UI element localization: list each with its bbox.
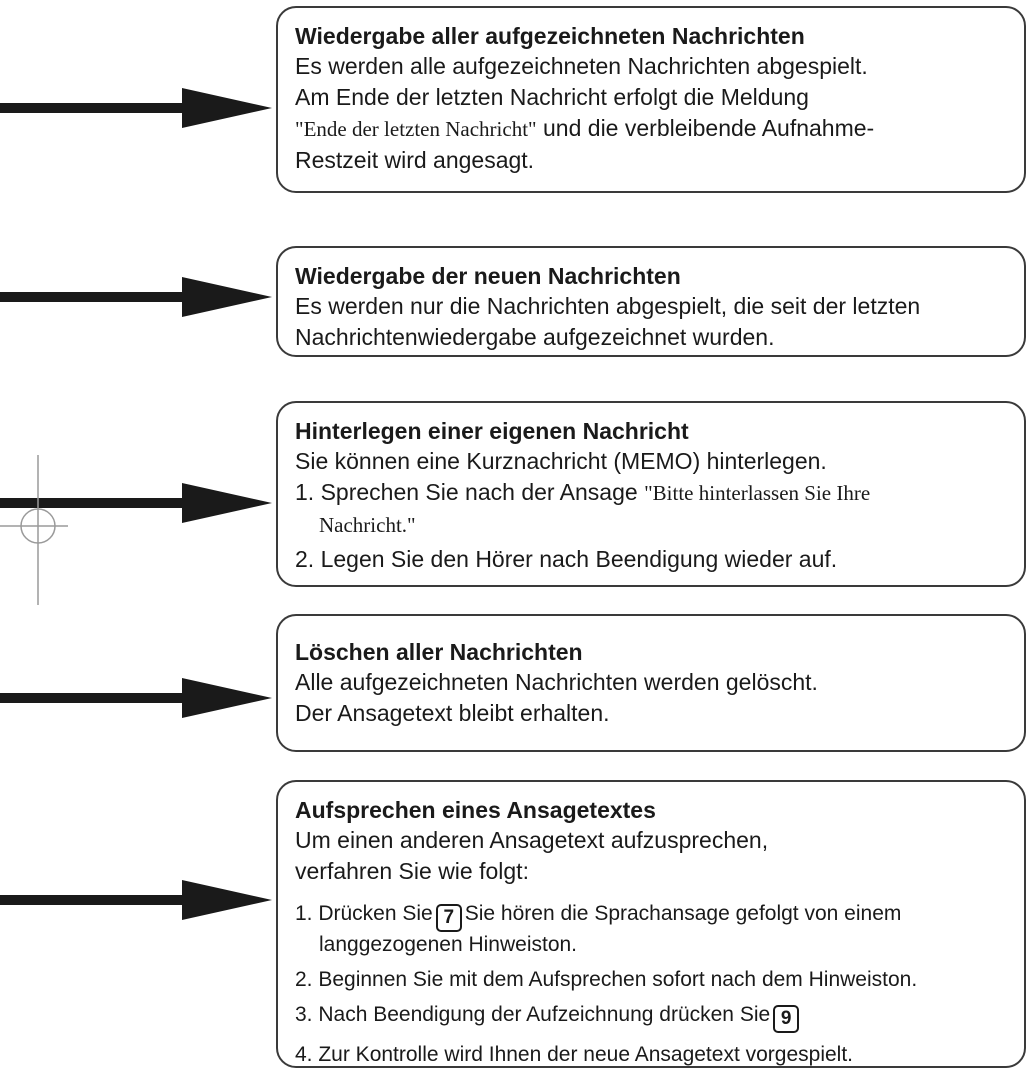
text-fragment: und die verbleibende Aufnahme- [536,115,875,141]
section-title: Aufsprechen eines Ansagetextes [295,797,656,823]
arrow-icon [0,878,272,922]
quoted-announcement: Nachricht." [319,513,416,537]
info-box-delete-all [276,614,1026,752]
info-box-playback-all [276,6,1026,193]
text-line: Sie können eine Kurznachricht (MEMO) hinterlegen. [295,448,827,474]
step-1-continued [295,509,1024,541]
key-9-icon: 9 [773,1005,799,1033]
text-fragment: 1. Sprechen Sie nach der Ansage [295,479,645,505]
step-2: 2. Beginnen Sie mit dem Aufsprechen sofort nach dem Hinweiston. [295,968,918,991]
step-3 [295,1002,1024,1033]
text-line: Alle aufgezeichneten Nachrichten werden gelöscht. [295,669,818,695]
step-1-continued: langgezogenen Hinweiston. [319,933,578,956]
quoted-announcement: "Ende der letzten Nachricht" [295,117,537,141]
step-1 [295,901,1024,932]
section-title: Hinterlegen einer eigenen Nachricht [295,418,689,444]
info-box-record-greeting [276,780,1026,1068]
arrow-icon [0,86,272,130]
text-line: verfahren Sie wie folgt: [295,858,529,884]
text-line: Um einen anderen Ansagetext aufzusprechen, [295,827,769,853]
quoted-announcement: "Bitte hinterlassen Sie Ihre [644,481,871,505]
text-line: Am Ende der letzten Nachricht erfolgt die Meldung [295,84,809,110]
arrow-icon [0,275,272,319]
step-4: 4. Zur Kontrolle wird Ihnen der neue Ansagetext vorgespielt. [295,1043,853,1066]
text-fragment: 1. Drücken Sie [295,902,433,925]
text-line: Es werden nur die Nachrichten abgespielt, die seit der letzten [295,293,921,319]
text-fragment: Sie hören die Sprachansage gefolgt von einem [464,902,902,925]
text-line: Restzeit wird angesagt. [295,147,535,173]
info-box-memo [276,401,1026,587]
step-1 [295,477,1024,509]
section-title: Löschen aller Nachrichten [295,639,583,665]
arrow-icon [0,676,272,720]
text-line: Es werden alle aufgezeichneten Nachrichten abgespielt. [295,53,868,79]
section-title: Wiedergabe aller aufgezeichneten Nachrichten [295,23,805,49]
section-title: Wiedergabe der neuen Nachrichten [295,263,681,289]
text-line [295,113,1024,145]
text-fragment: 3. Nach Beendigung der Aufzeichnung drücken Sie [295,1003,771,1026]
step-2: 2. Legen Sie den Hörer nach Beendigung wieder auf. [295,546,838,572]
info-box-playback-new [276,246,1026,357]
key-7-icon: 7 [436,904,462,932]
registration-crosshair-icon [0,455,80,605]
text-line: Nachrichtenwiedergabe aufgezeichnet wurden. [295,324,775,350]
text-line: Der Ansagetext bleibt erhalten. [295,700,610,726]
